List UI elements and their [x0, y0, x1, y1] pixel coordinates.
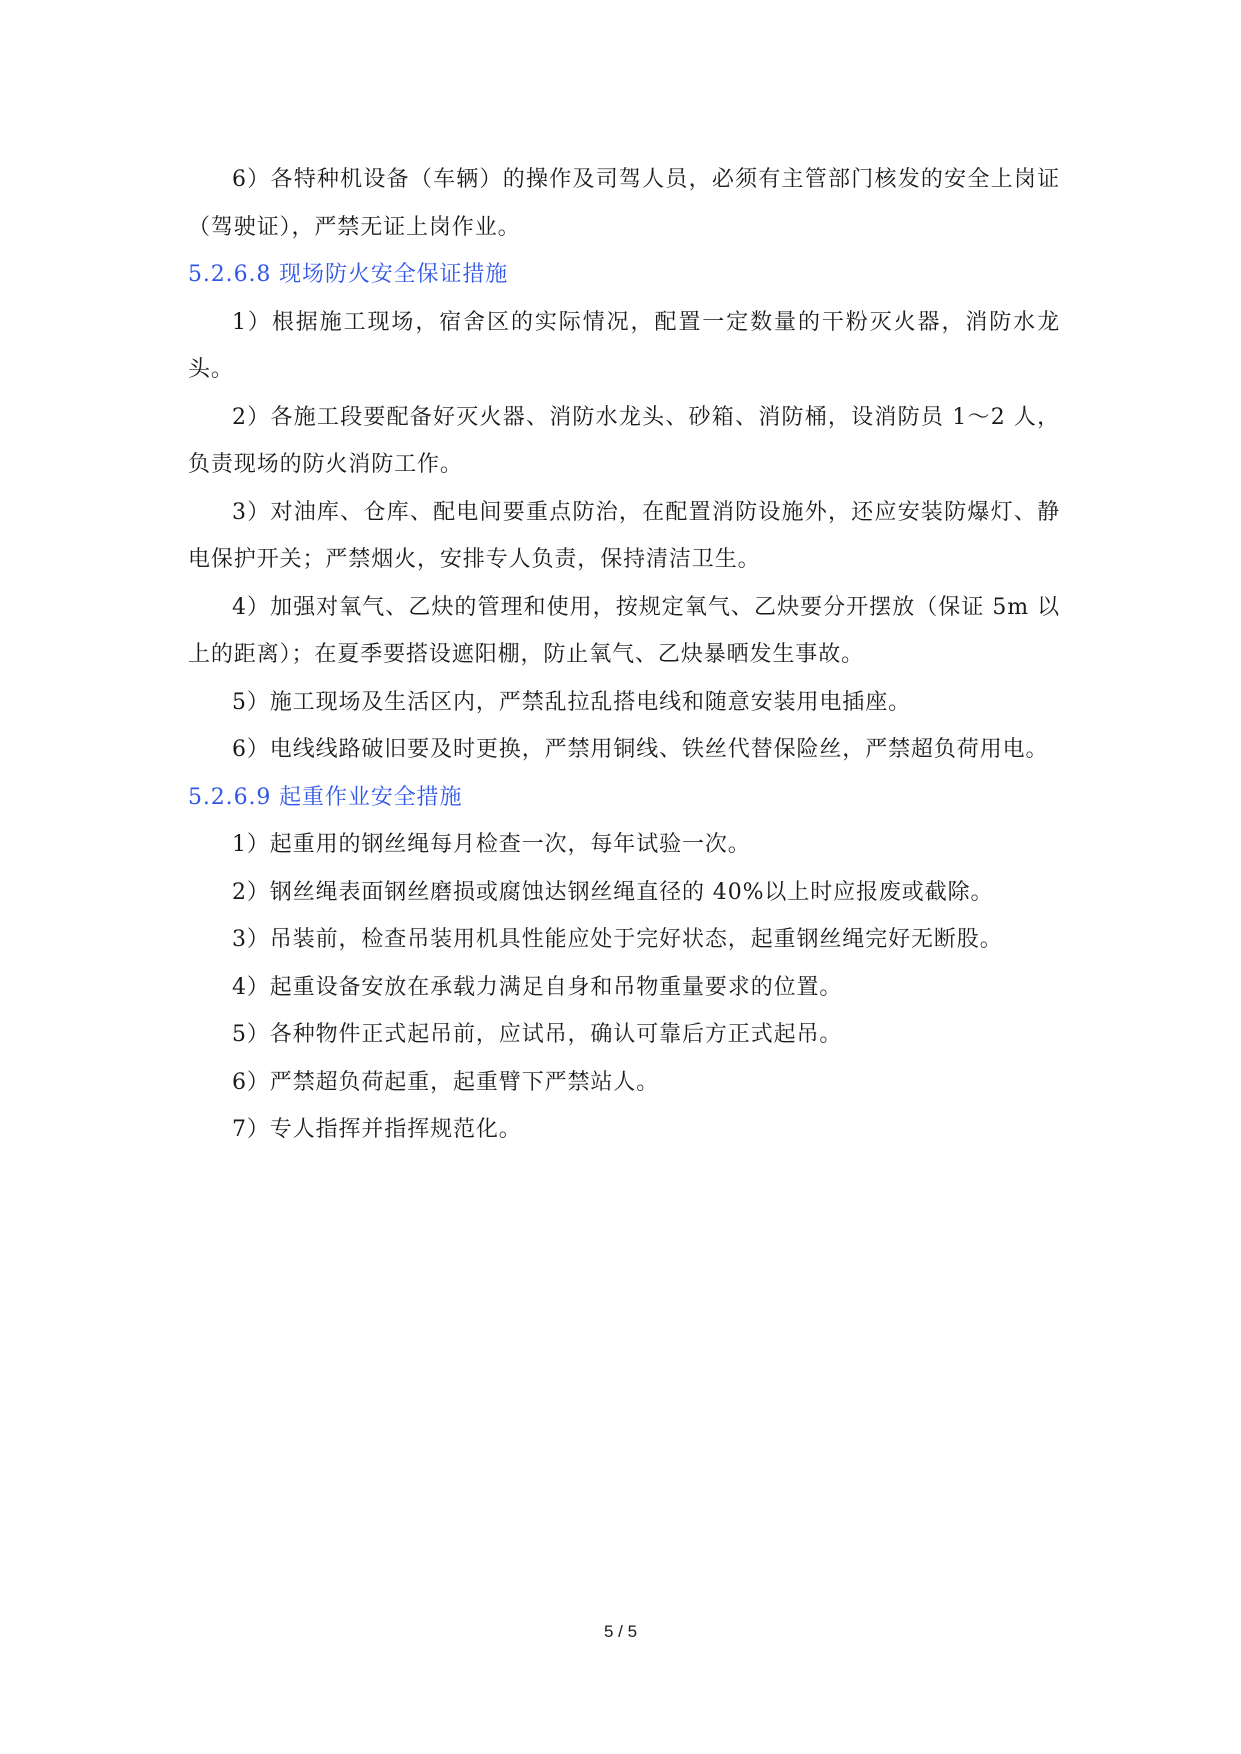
paragraph-no-illegal-wiring: 5）施工现场及生活区内，严禁乱拉乱搭电线和随意安装用电插座。 [232, 689, 911, 715]
paragraph-warehouse-protection: 3）对油库、仓库、配电间要重点防治，在配置消防设施外，还应安装防爆灯、静电保护开关；严禁烟火，安排专人负责，保持清洁卫生。 [188, 499, 1060, 572]
paragraph-wire-rope-inspection: 1）起重用的钢丝绳每月检查一次，每年试验一次。 [232, 832, 751, 857]
paragraph-fire-equipment-staff: 2）各施工段要配备好灭火器、消防水龙头、砂箱、消防桶，设消防员 1～2 人，负责现场的防火消防工作。 [188, 404, 1060, 477]
paragraph-operator-license: 6）各特种机设备（车辆）的操作及司驾人员，必须有主管部门核发的安全上岗证（驾驶证），严禁无证上岗作业。 [188, 167, 1060, 240]
paragraph-no-overload: 6）严禁超负荷起重，起重臂下严禁站人。 [232, 1069, 660, 1095]
paragraph-trial-lift: 5）各种物件正式起吊前，应试吊，确认可靠后方正式起吊。 [232, 1022, 843, 1047]
paragraph-dedicated-signaler: 7）专人指挥并指挥规范化。 [232, 1117, 522, 1142]
document-body [188, 156, 1060, 1154]
paragraph-equipment-placement: 4）起重设备安放在承载力满足自身和吊物重量要求的位置。 [232, 974, 843, 1000]
section-heading-fire-safety: 5.2.6.8 现场防火安全保证措施 [188, 262, 509, 287]
paragraph-replace-wiring: 6）电线线路破旧要及时更换，严禁用铜线、铁丝代替保险丝，严禁超负荷用电。 [232, 737, 1049, 762]
paragraph-wire-rope-wear: 2）钢丝绳表面钢丝磨损或腐蚀达钢丝绳直径的 40%以上时应报废或截除。 [232, 879, 994, 905]
paragraph-pre-lift-check: 3）吊装前，检查吊装用机具性能应处于完好状态，起重钢丝绳完好无断股。 [232, 927, 1003, 952]
section-heading-lifting-safety: 5.2.6.9 起重作业安全措施 [188, 784, 463, 810]
paragraph-oxygen-acetylene: 4）加强对氧气、乙炔的管理和使用，按规定氧气、乙炔要分开摆放（保证 5m 以上的距离）；在夏季要搭设遮阳棚，防止氧气、乙炔暴晒发生事故。 [188, 594, 1060, 667]
paragraph-fire-extinguishers: 1）根据施工现场，宿舍区的实际情况，配置一定数量的干粉灭火器，消防水龙头。 [188, 309, 1060, 382]
page-number: 5 / 5 [603, 1622, 638, 1641]
